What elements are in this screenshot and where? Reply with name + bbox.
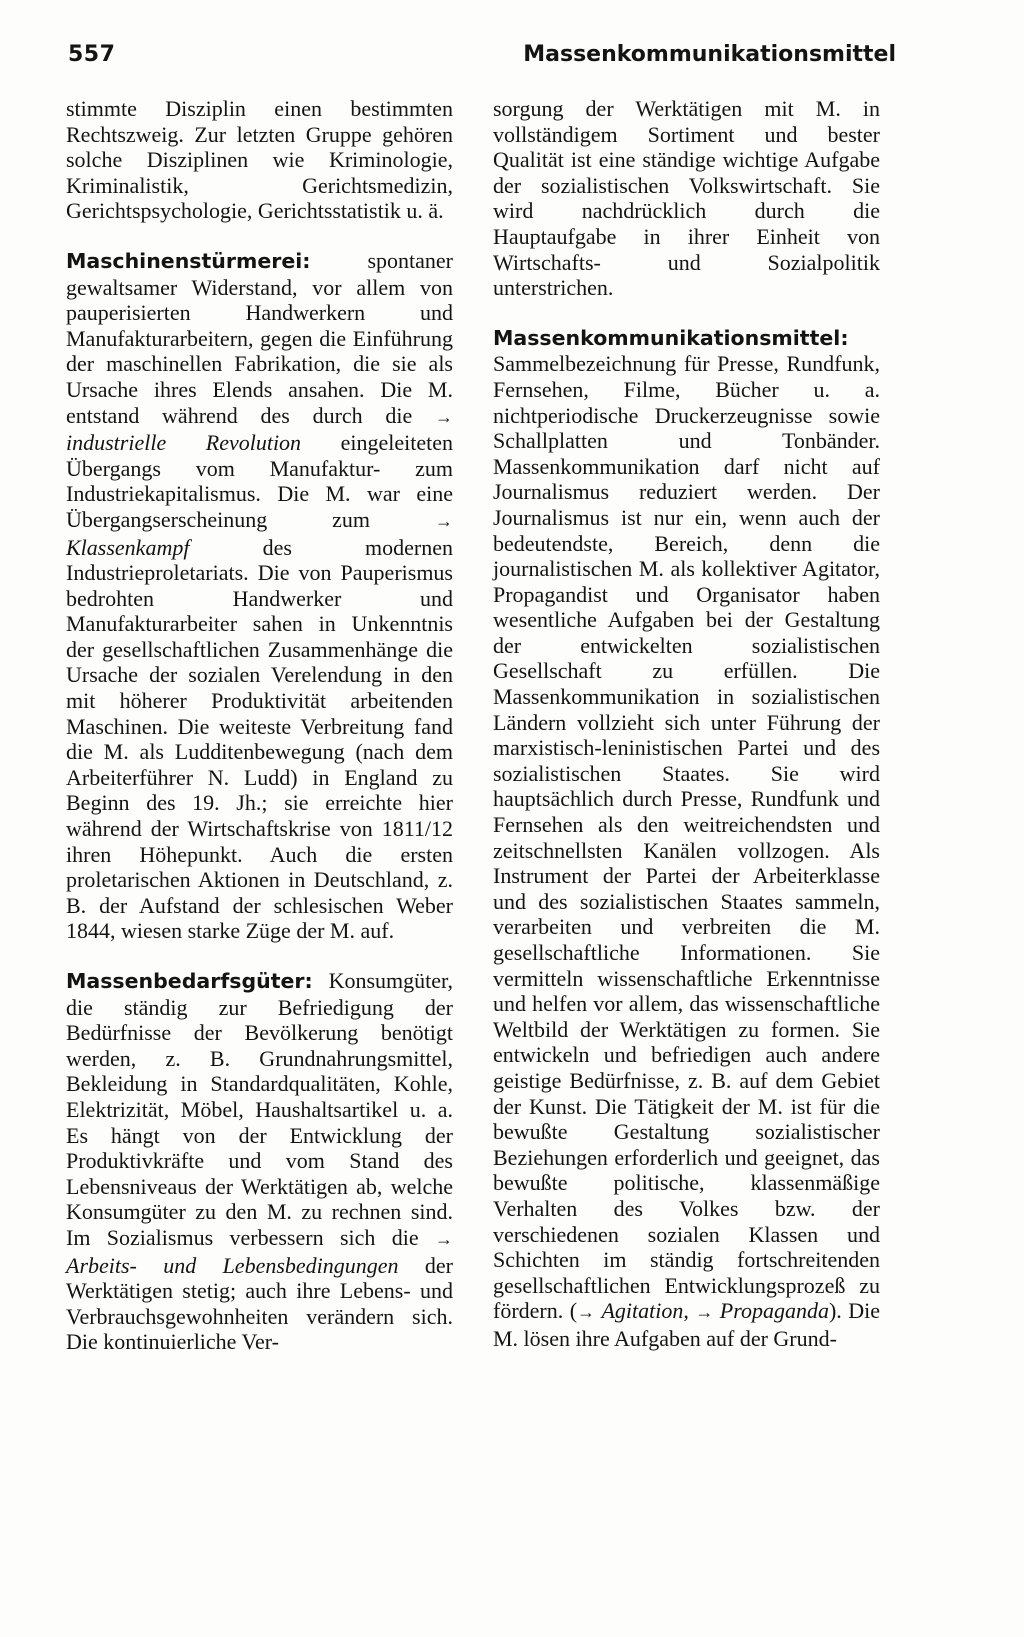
entry-maschinenstuermerei (66, 248, 453, 944)
cross-reference: Propaganda (719, 1298, 829, 1324)
entry-text: eingeleiteten Übergangs vom Manufaktur- zum Industriekapitalismus. Die M. war eine Übergangserscheinung zum (66, 430, 453, 532)
arrow-icon: → (577, 1302, 596, 1323)
entry-text: ). Die M. lösen ihre Aufgaben auf der Grund- (493, 1298, 881, 1351)
arrow-icon: → (435, 510, 453, 531)
entry-massenbedarfsgueter (66, 968, 453, 1355)
entry-text: Konsumgüter, die ständig zur Befriedigung der Bedürfnisse der Bevölkerung benötigt werden, z. B. Grundnahrungsmittel, Bekleidung in Standardqualitäten, Kohle, Elektrizität, Möbel, Haushaltsartikel u. a. Es hängt von der Entwicklung der Produktivkräfte und vom Stand des Lebensniveaus der Werktätigen ab, welche Konsumgüter zu den M. zu rechnen sind. Im Sozialismus verbessern sich die (66, 968, 453, 1250)
continuation-paragraph: stimmte Disziplin einen bestimmten Rechtszweig. Zur letzten Gruppe gehören solche Disziplinen wie Kriminologie, Kriminalistik, Gerichtsmedizin, Gerichtspsychologie, Gerichtsstatistik u. ä. (66, 96, 453, 224)
arrow-icon: → (695, 1302, 714, 1323)
cross-reference: Arbeits- und Lebensbedingungen (66, 1252, 399, 1278)
arrow-icon: → (435, 1228, 453, 1249)
right-column (493, 96, 880, 1352)
entry-headword: Maschinenstürmerei: (66, 248, 311, 273)
entry-headword: Massenbedarfsgüter: (66, 969, 313, 993)
entry-text: Sammelbezeichnung für Presse, Rundfunk, Fernsehen, Filme, Bücher u. a. nichtperiodische Druckerzeugnisse sowie Schallplatten und Tonbänder. Massenkommunikation darf nicht auf Journalismus reduziert werden. Der Journalismus ist nur ein, wenn auch der bedeutendste, Bereich, denn die journalistischen M. als kollektiver Agitator, Propagandist und Organisator haben wesentliche Aufgaben bei der Gestaltung der entwickelten sozialistischen Gesellschaft zu erfüllen. Die Massenkommunikation in sozialistischen Ländern vollzieht sich unter Führung der marxistisch-leninistischen Partei und des sozialistischen Staates. Sie wird hauptsächlich durch Presse, Rundfunk und Fernsehen als den weitreichendsten und zeitschnellsten Kanälen vollzogen. Als Instrument der Partei der Arbeiterklasse und des sozialistischen Staates sammeln, verarbeiten und verbreiten die M. gesellschaftliche Informationen. Sie vermitteln wissenschaftliche Erkenntnisse und helfen vor allem, das wissenschaftliche Weltbild der Werktätigen zu formen. Sie entwickeln und befriedigen auch andere geistige Bedürfnisse, z. B. auf dem Gebiet der Kunst. Die Tätigkeit der M. ist für die bewußte Gestaltung sozialistischer Beziehungen erforderlich und geeignet, das bewußte politische, klassenmäßige Verhalten des Volkes bzw. der verschiedenen sozialen Klassen und Schichten im ständig fortschreitenden gesellschaftlichen Entwicklungsprozeß zu fördern. ( (493, 351, 880, 1324)
entry-massenkommunikationsmittel (493, 325, 880, 1352)
continuation-paragraph: sorgung der Werktätigen mit M. in vollständigem Sortiment und bester Qualität ist eine ständige wichtige Aufgabe der sozialistischen Volkswirtschaft. Sie wird nachdrücklich durch die Hauptaufgabe in ihrer Einheit von Wirtschafts- und Sozialpolitik unterstrichen. (493, 96, 880, 301)
page-number: 557 (68, 42, 116, 67)
running-head: Massenkommunikationsmittel (523, 42, 896, 67)
left-column (66, 96, 453, 1355)
entry-text: der Werktätigen stetig; auch ihre Lebens- und Verbrauchsgewohnheiten verändern sich. Die kontinuierliche Ver- (66, 1252, 453, 1355)
entry-headword: Massenkommunikationsmittel: (493, 325, 849, 350)
arrow-icon: → (435, 406, 453, 427)
entry-text: spontaner gewaltsamer Widerstand, vor allem von pauperisierten Handwerkern und Manufakturarbeitern, gegen die Einführung der maschinellen Fabrikation, die sie als Ursache ihres Elends ansahen. Die M. entstand während des durch die (66, 247, 453, 428)
cross-reference: Klassenkampf (66, 534, 190, 560)
cross-reference: Agitation (601, 1298, 684, 1324)
entry-text: , (683, 1298, 696, 1324)
entry-text: des modernen Industrieproletariats. Die von Pauperismus bedrohten Handwerker und Manufakturarbeiter sahen in Unkenntnis der gesellschaftlichen Zusammenhänge die Ursache der sozialen Verelendung in den mit höherer Produktivität arbeitenden Maschinen. Die weiteste Verbreitung fand die M. als Ludditenbewegung (nach dem Arbeiterführer N. Ludd) in England zu Beginn des 19. Jh.; sie erreichte hier während der Wirtschaftskrise von 1811/12 ihren Höhepunkt. Auch die ersten proletarischen Aktionen in Deutschland, z. B. der Aufstand der schlesischen Weber 1844, wiesen starke Züge der M. auf. (66, 534, 453, 944)
cross-reference: industrielle Revolution (66, 430, 302, 456)
